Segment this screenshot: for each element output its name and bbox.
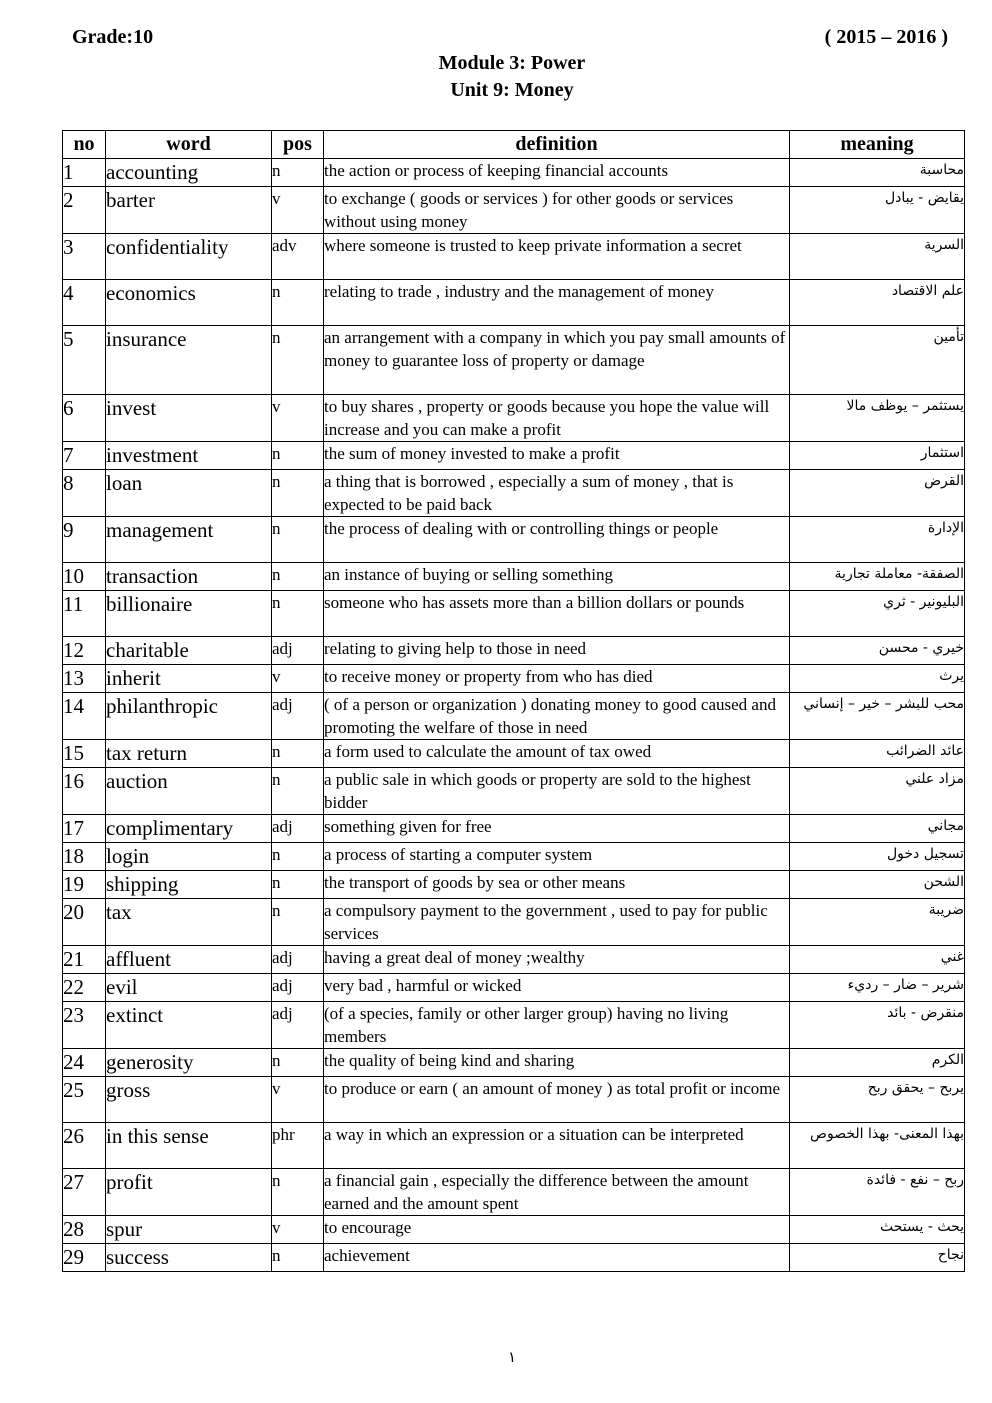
table-row: [63, 946, 965, 974]
cell-word: success: [106, 1244, 272, 1272]
cell-pos: n: [272, 871, 324, 899]
cell-definition: a compulsory payment to the government , used to pay for public services: [324, 899, 790, 946]
cell-definition: a public sale in which goods or property are sold to the highest bidder: [324, 768, 790, 815]
cell-meaning: السرية: [790, 234, 965, 280]
cell-pos: n: [272, 470, 324, 517]
page-number: ١: [507, 1348, 517, 1366]
cell-word: accounting: [106, 159, 272, 187]
table-row: [63, 665, 965, 693]
cell-pos: n: [272, 843, 324, 871]
cell-word: insurance: [106, 326, 272, 395]
cell-pos: adj: [272, 637, 324, 665]
table-row: [63, 326, 965, 395]
cell-definition: a way in which an expression or a situation can be interpreted: [324, 1123, 790, 1169]
cell-no: 8: [63, 470, 106, 517]
cell-pos: adj: [272, 974, 324, 1002]
cell-pos: adj: [272, 815, 324, 843]
vocabulary-table: [62, 130, 965, 1272]
cell-definition: achievement: [324, 1244, 790, 1272]
cell-pos: n: [272, 442, 324, 470]
cell-definition: a process of starting a computer system: [324, 843, 790, 871]
cell-definition: something given for free: [324, 815, 790, 843]
table-row: [63, 693, 965, 740]
cell-meaning: مزاد علني: [790, 768, 965, 815]
cell-definition: relating to trade , industry and the management of money: [324, 280, 790, 326]
cell-definition: someone who has assets more than a billion dollars or pounds: [324, 591, 790, 637]
cell-pos: n: [272, 326, 324, 395]
cell-pos: adj: [272, 946, 324, 974]
cell-no: 7: [63, 442, 106, 470]
cell-no: 25: [63, 1077, 106, 1123]
cell-definition: the process of dealing with or controlling things or people: [324, 517, 790, 563]
cell-word: economics: [106, 280, 272, 326]
cell-word: spur: [106, 1216, 272, 1244]
table-body: [63, 159, 965, 1272]
table-row: [63, 517, 965, 563]
table-row: [63, 591, 965, 637]
cell-word: inherit: [106, 665, 272, 693]
cell-definition: a thing that is borrowed , especially a sum of money , that is expected to be paid back: [324, 470, 790, 517]
cell-word: management: [106, 517, 272, 563]
cell-pos: n: [272, 1049, 324, 1077]
cell-definition: the sum of money invested to make a profit: [324, 442, 790, 470]
cell-definition: (of a species, family or other larger group) having no living members: [324, 1002, 790, 1049]
cell-word: in this sense: [106, 1123, 272, 1169]
cell-definition: the quality of being kind and sharing: [324, 1049, 790, 1077]
cell-word: charitable: [106, 637, 272, 665]
cell-pos: n: [272, 768, 324, 815]
table-row: [63, 1216, 965, 1244]
cell-no: 14: [63, 693, 106, 740]
cell-meaning: خيري - محسن: [790, 637, 965, 665]
cell-pos: adj: [272, 1002, 324, 1049]
cell-no: 3: [63, 234, 106, 280]
table-row: [63, 470, 965, 517]
cell-meaning: يستثمر – يوظف مالا: [790, 395, 965, 442]
cell-meaning: يرث: [790, 665, 965, 693]
cell-no: 27: [63, 1169, 106, 1216]
cell-no: 16: [63, 768, 106, 815]
column-header-definition: definition: [324, 131, 790, 159]
cell-pos: adj: [272, 693, 324, 740]
cell-no: 9: [63, 517, 106, 563]
cell-no: 12: [63, 637, 106, 665]
table-row: [63, 899, 965, 946]
cell-word: billionaire: [106, 591, 272, 637]
cell-word: complimentary: [106, 815, 272, 843]
cell-pos: adv: [272, 234, 324, 280]
table-row: [63, 871, 965, 899]
cell-meaning: علم الاقتصاد: [790, 280, 965, 326]
cell-no: 19: [63, 871, 106, 899]
cell-word: gross: [106, 1077, 272, 1123]
cell-definition: very bad , harmful or wicked: [324, 974, 790, 1002]
table-row: [63, 1077, 965, 1123]
school-year: ( 2015 – 2016 ): [824, 26, 948, 48]
table-row: [63, 234, 965, 280]
cell-definition: an instance of buying or selling something: [324, 563, 790, 591]
cell-no: 6: [63, 395, 106, 442]
cell-no: 22: [63, 974, 106, 1002]
cell-no: 2: [63, 187, 106, 234]
column-header-meaning: meaning: [790, 131, 965, 159]
unit-title: Unit 9: Money: [450, 79, 574, 101]
cell-definition: ( of a person or organization ) donating money to good caused and promoting the welfare of those in need: [324, 693, 790, 740]
table-row: [63, 395, 965, 442]
cell-word: loan: [106, 470, 272, 517]
cell-no: 1: [63, 159, 106, 187]
table-row: [63, 1244, 965, 1272]
table-row: [63, 280, 965, 326]
module-title: Module 3: Power: [438, 52, 586, 74]
cell-meaning: عائد الضرائب: [790, 740, 965, 768]
cell-definition: the transport of goods by sea or other means: [324, 871, 790, 899]
cell-definition: to produce or earn ( an amount of money ) as total profit or income: [324, 1077, 790, 1123]
cell-word: confidentiality: [106, 234, 272, 280]
cell-meaning: الصفقة- معاملة تجارية: [790, 563, 965, 591]
cell-no: 21: [63, 946, 106, 974]
cell-definition: a form used to calculate the amount of tax owed: [324, 740, 790, 768]
cell-no: 13: [63, 665, 106, 693]
cell-definition: where someone is trusted to keep private information a secret: [324, 234, 790, 280]
cell-word: barter: [106, 187, 272, 234]
table-header-row: [63, 131, 965, 159]
cell-meaning: الإدارة: [790, 517, 965, 563]
cell-meaning: شرير – ضار – رديء: [790, 974, 965, 1002]
cell-no: 17: [63, 815, 106, 843]
cell-no: 26: [63, 1123, 106, 1169]
column-header-word: word: [106, 131, 272, 159]
cell-pos: n: [272, 159, 324, 187]
cell-word: login: [106, 843, 272, 871]
column-header-no: no: [63, 131, 106, 159]
table-row: [63, 1169, 965, 1216]
table-row: [63, 768, 965, 815]
cell-meaning: الكرم: [790, 1049, 965, 1077]
cell-word: shipping: [106, 871, 272, 899]
cell-word: profit: [106, 1169, 272, 1216]
cell-pos: n: [272, 899, 324, 946]
cell-pos: v: [272, 187, 324, 234]
cell-no: 4: [63, 280, 106, 326]
cell-word: invest: [106, 395, 272, 442]
cell-pos: n: [272, 1169, 324, 1216]
cell-word: generosity: [106, 1049, 272, 1077]
cell-meaning: مجاني: [790, 815, 965, 843]
cell-pos: n: [272, 517, 324, 563]
cell-no: 18: [63, 843, 106, 871]
cell-pos: n: [272, 280, 324, 326]
cell-no: 11: [63, 591, 106, 637]
cell-pos: n: [272, 563, 324, 591]
cell-pos: n: [272, 740, 324, 768]
cell-pos: v: [272, 1077, 324, 1123]
cell-no: 5: [63, 326, 106, 395]
cell-meaning: نجاح: [790, 1244, 965, 1272]
cell-meaning: استثمار: [790, 442, 965, 470]
table-row: [63, 159, 965, 187]
cell-no: 20: [63, 899, 106, 946]
cell-meaning: يحث - يستحث: [790, 1216, 965, 1244]
cell-word: philanthropic: [106, 693, 272, 740]
cell-no: 10: [63, 563, 106, 591]
cell-meaning: ربح – نفع - فائدة: [790, 1169, 965, 1216]
cell-meaning: تسجيل دخول: [790, 843, 965, 871]
cell-definition: to exchange ( goods or services ) for other goods or services without using money: [324, 187, 790, 234]
cell-meaning: غني: [790, 946, 965, 974]
cell-meaning: الشحن: [790, 871, 965, 899]
cell-no: 29: [63, 1244, 106, 1272]
cell-definition: a financial gain , especially the difference between the amount earned and the amount spent: [324, 1169, 790, 1216]
cell-no: 15: [63, 740, 106, 768]
table-row: [63, 740, 965, 768]
cell-meaning: البليونير - ثري: [790, 591, 965, 637]
table-row: [63, 1002, 965, 1049]
cell-meaning: محب للبشر – خير – إنساني: [790, 693, 965, 740]
cell-no: 28: [63, 1216, 106, 1244]
cell-pos: phr: [272, 1123, 324, 1169]
cell-pos: v: [272, 665, 324, 693]
table-row: [63, 1049, 965, 1077]
cell-word: transaction: [106, 563, 272, 591]
cell-meaning: يقايض - يبادل: [790, 187, 965, 234]
cell-pos: n: [272, 1244, 324, 1272]
cell-meaning: ضريبة: [790, 899, 965, 946]
table-row: [63, 637, 965, 665]
cell-no: 23: [63, 1002, 106, 1049]
cell-definition: to receive money or property from who has died: [324, 665, 790, 693]
cell-word: auction: [106, 768, 272, 815]
cell-meaning: تأمين: [790, 326, 965, 395]
cell-word: extinct: [106, 1002, 272, 1049]
cell-definition: the action or process of keeping financial accounts: [324, 159, 790, 187]
cell-no: 24: [63, 1049, 106, 1077]
cell-word: affluent: [106, 946, 272, 974]
table-row: [63, 843, 965, 871]
cell-pos: v: [272, 1216, 324, 1244]
table-row: [63, 1123, 965, 1169]
cell-pos: v: [272, 395, 324, 442]
table-row: [63, 563, 965, 591]
cell-definition: to buy shares , property or goods because you hope the value will increase and you can make a profit: [324, 395, 790, 442]
cell-word: tax return: [106, 740, 272, 768]
table-row: [63, 974, 965, 1002]
cell-meaning: منقرض - بائد: [790, 1002, 965, 1049]
column-header-pos: pos: [272, 131, 324, 159]
cell-meaning: محاسبة: [790, 159, 965, 187]
cell-definition: to encourage: [324, 1216, 790, 1244]
cell-pos: n: [272, 591, 324, 637]
cell-definition: having a great deal of money ;wealthy: [324, 946, 790, 974]
cell-meaning: القرض: [790, 470, 965, 517]
table-row: [63, 187, 965, 234]
cell-definition: relating to giving help to those in need: [324, 637, 790, 665]
table-row: [63, 442, 965, 470]
grade-label: Grade:10: [72, 26, 154, 48]
cell-definition: an arrangement with a company in which you pay small amounts of money to guarantee loss of property or damage: [324, 326, 790, 395]
cell-word: evil: [106, 974, 272, 1002]
cell-meaning: يربح – يحقق ربح: [790, 1077, 965, 1123]
table-row: [63, 815, 965, 843]
cell-word: tax: [106, 899, 272, 946]
cell-meaning: بهذا المعنى- بهذا الخصوص: [790, 1123, 965, 1169]
cell-word: investment: [106, 442, 272, 470]
